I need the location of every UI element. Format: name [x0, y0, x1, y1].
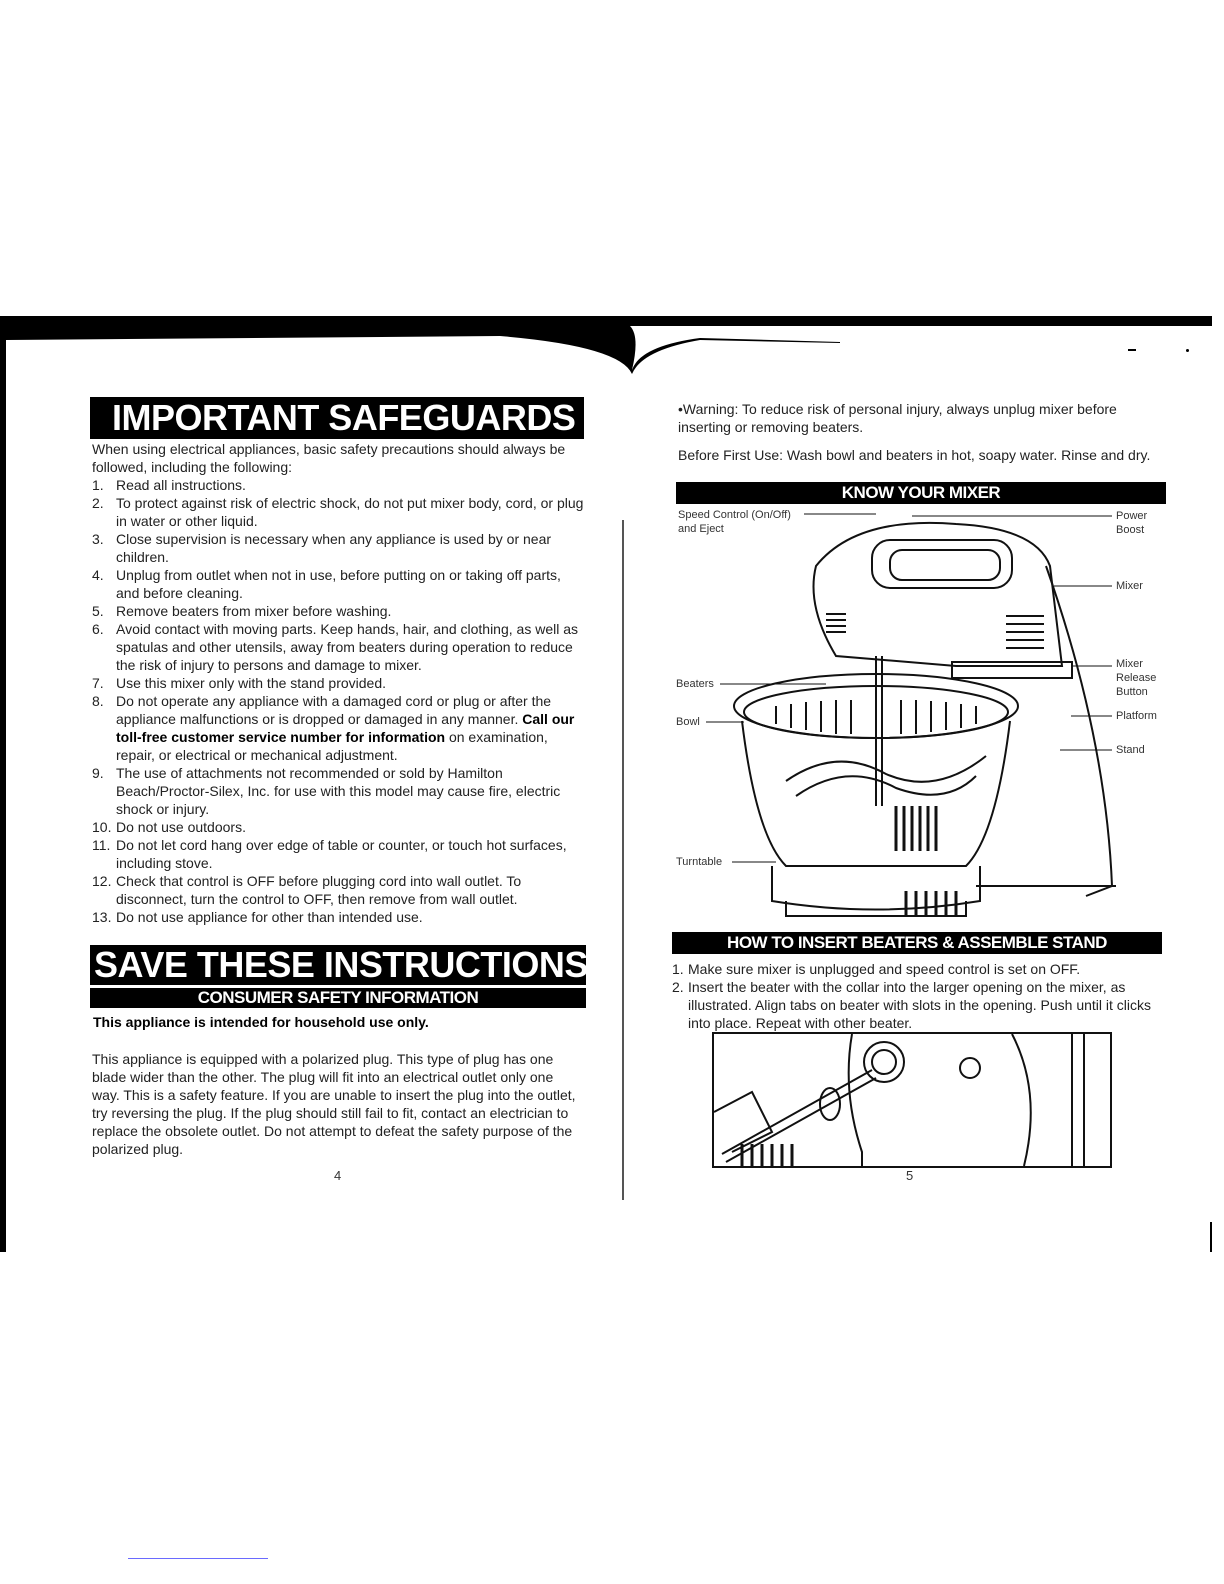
list-item: 6. Avoid contact with moving parts. Keep hands, hair, and clothing, as well as spatulas and other utensils, away from beaters during operation to reduce the risk of injury to persons and damage to mixer.	[92, 621, 579, 673]
list-item: 1. Read all instructions.	[92, 477, 246, 493]
list-item: 4. Unplug from outlet when not in use, before putting on or taking off parts, and before cleaning.	[92, 567, 561, 601]
label-stand: Stand	[1116, 744, 1145, 756]
list-item: 7. Use this mixer only with the stand provided.	[92, 675, 387, 691]
label-beaters: Beaters	[676, 678, 714, 690]
list-item: 8. Do not operate any appliance with a damaged cord or plug or after the appliance malfunctions or is dropped or damaged in any manner. Call our toll-free customer service number for information on examination, repair, or electrical or mechanical adjustment.	[92, 693, 575, 763]
header-swoosh	[0, 326, 840, 376]
household-use-note: This appliance is intended for household use only.	[93, 1014, 429, 1030]
assembly-steps	[672, 960, 1162, 1032]
important-safeguards-banner: IMPORTANT SAFEGUARDS	[90, 397, 584, 439]
save-instructions-banner: SAVE THESE INSTRUCTIONS!	[90, 945, 586, 985]
footer-underline	[128, 1558, 268, 1559]
right-border-mark	[1210, 1222, 1212, 1252]
label-turntable: Turntable	[676, 856, 723, 868]
consumer-safety-banner: CONSUMER SAFETY INFORMATION	[90, 988, 586, 1008]
list-item: 2. Insert the beater with the collar into the larger opening on the mixer, as illustrated. Align tabs on beater with slots in the opening. Push until it clicks into place. Repeat with other beater.	[672, 979, 1152, 1031]
mark-dash	[1128, 349, 1136, 351]
list-item: 13. Do not use appliance for other than intended use.	[92, 909, 423, 925]
page-number-right: 5	[906, 1168, 914, 1183]
page-divider	[622, 520, 624, 1200]
label-speed-control: Speed Control (On/Off)	[678, 509, 791, 521]
list-item: 12. Check that control is OFF before plugging cord into wall outlet. To disconnect, turn the control to OFF, then remove from wall outlet.	[92, 873, 522, 907]
label-platform: Platform	[1116, 710, 1157, 722]
label-mixer-release-3: Button	[1116, 686, 1148, 698]
label-mixer-release-2: Release	[1116, 672, 1157, 684]
list-item: 2. To protect against risk of electric shock, do not put mixer body, cord, or plug in water or other liquid.	[92, 495, 584, 529]
toll-free-note: Call our toll-free customer service number for information	[116, 711, 575, 745]
insert-beaters-banner: HOW TO INSERT BEATERS & ASSEMBLE STAND	[672, 932, 1162, 954]
safeguards-intro: When using electrical appliances, basic safety precautions should always be followed, including the following:	[92, 441, 566, 475]
list-item: 9. The use of attachments not recommended or sold by Hamilton Beach/Proctor-Silex, Inc. for use with this model may cause fire, electric shock or injury.	[92, 765, 561, 817]
mixer-diagram	[676, 506, 1156, 926]
list-item: 11. Do not let cord hang over edge of table or counter, or touch hot surfaces, including stove.	[92, 837, 567, 871]
list-item: 3. Close supervision is necessary when any appliance is used by or near children.	[92, 531, 552, 565]
polarized-plug-text: This appliance is equipped with a polarized plug. This type of plug has one blade wider than the other. The plug will fit into an electrical outlet only one way. This is a safety feature. If you are unable to insert the plug into the outlet, try reversing the plug. If the plug should still fail to fit, contact an electrician to replace the obsolete outlet. Do not attempt to defeat the safety purpose of the polarized plug.	[92, 1051, 576, 1157]
label-and-eject: and Eject	[678, 523, 724, 535]
before-first-use-text: Before First Use: Wash bowl and beaters in hot, soapy water. Rinse and dry.	[678, 447, 1151, 463]
list-item: 10. Do not use outdoors.	[92, 819, 246, 835]
safeguards-list	[92, 476, 584, 926]
warning-text: •Warning: To reduce risk of personal injury, always unplug mixer before inserting or removing beaters.	[678, 401, 1117, 435]
beater-insertion-illustration	[712, 1032, 1112, 1168]
mark-dot	[1186, 349, 1189, 352]
top-border	[0, 316, 1212, 326]
left-border	[0, 326, 6, 1252]
label-bowl: Bowl	[676, 716, 700, 728]
page-number-left: 4	[334, 1168, 342, 1183]
label-mixer: Mixer	[1116, 580, 1143, 592]
list-item: 1. Make sure mixer is unplugged and speed control is set on OFF.	[672, 961, 1081, 977]
list-item: 5. Remove beaters from mixer before washing.	[92, 603, 392, 619]
label-mixer-release-1: Mixer	[1116, 658, 1143, 670]
label-boost: Boost	[1116, 524, 1145, 536]
label-power: Power	[1116, 510, 1148, 522]
know-your-mixer-banner: KNOW YOUR MIXER	[676, 482, 1166, 504]
